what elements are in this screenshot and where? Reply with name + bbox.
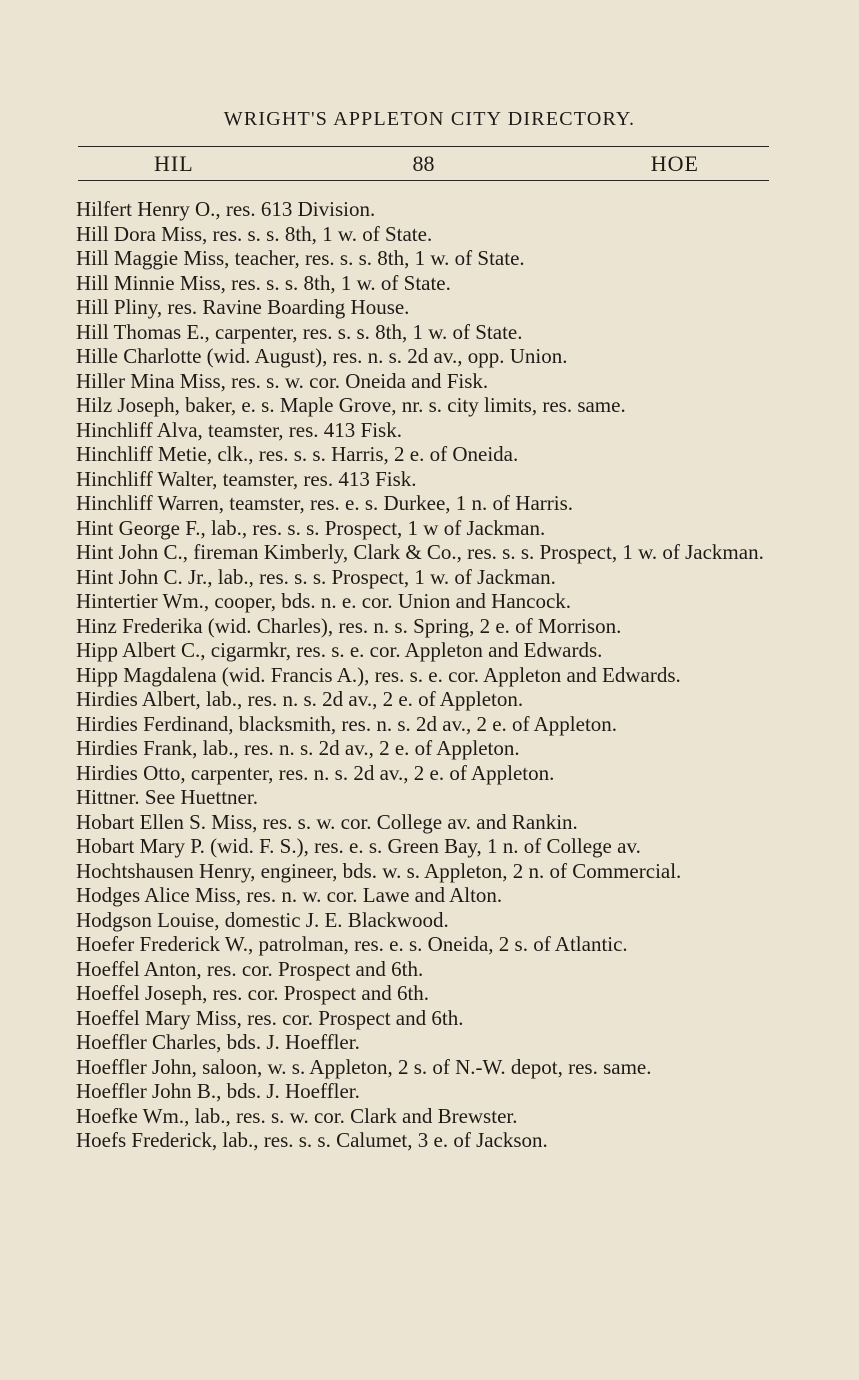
directory-entry: Hoefke Wm., lab., res. s. w. cor. Clark and Brewster. (76, 1103, 518, 1128)
directory-entry: Hoeffel Joseph, res. cor. Prospect and 6th. (76, 981, 430, 1005)
directory-entry: Hirdies Otto, carpenter, res. n. s. 2d av., 2 e. of Appleton. (76, 760, 555, 785)
page-number: 88 (412, 151, 435, 176)
directory-entry: Hirdies Ferdinand, blacksmith, res. n. s. 2d av., 2 e. of Appleton. (76, 711, 618, 736)
directory-entry: Hill Thomas E., carpenter, res. s. s. 8th, 1 w. of State. (76, 319, 523, 344)
header-guide-word-right: HOE (650, 151, 699, 176)
directory-entry: Hochtshausen Henry, engineer, bds. w. s. Appleton, 2 n. of Commercial. (76, 858, 682, 883)
header-rule-bottom (78, 180, 769, 181)
header-guide-word-left: HIL (154, 151, 194, 176)
directory-entry: Hobart Mary P. (wid. F. S.), res. e. s. Green Bay, 1 n. of College av. (76, 834, 641, 858)
directory-entry: Hoeffler John, saloon, w. s. Appleton, 2 s. of N.-W. depot, res. same. (76, 1054, 652, 1079)
directory-entry: Hodgson Louise, domestic J. E. Blackwood. (76, 907, 449, 932)
header-rule-top (78, 146, 769, 147)
directory-entry: Hinchliff Warren, teamster, res. e. s. Durkee, 1 n. of Harris. (76, 491, 574, 515)
directory-entry: Hoeffler John B., bds. J. Hoeffler. (76, 1079, 360, 1103)
directory-entry: Hint John C. Jr., lab., res. s. s. Prospect, 1 w. of Jackman. (76, 564, 556, 589)
directory-entry: Hirdies Albert, lab., res. n. s. 2d av., 2 e. of Appleton. (76, 687, 524, 711)
directory-entry: Hoeffler Charles, bds. J. Hoeffler. (76, 1030, 360, 1054)
directory-entry: Hiller Mina Miss, res. s. w. cor. Oneida and Fisk. (76, 368, 489, 393)
directory-entry: Hilfert Henry O., res. 613 Division. (76, 197, 376, 221)
directory-entry: Hill Pliny, res. Ravine Boarding House. (76, 295, 410, 319)
directory-entry: Hill Dora Miss, res. s. s. 8th, 1 w. of State. (76, 221, 433, 246)
running-head: WRIGHT'S APPLETON CITY DIRECTORY. (223, 108, 636, 130)
directory-entries (76, 197, 770, 1153)
directory-entry: Hoeffel Anton, res. cor. Prospect and 6th. (76, 956, 424, 981)
directory-entry: Hill Minnie Miss, res. s. s. 8th, 1 w. of State. (76, 270, 451, 295)
directory-entry: Hinchliff Alva, teamster, res. 413 Fisk. (76, 417, 402, 442)
directory-entry: Hill Maggie Miss, teacher, res. s. s. 8th, 1 w. of State. (76, 246, 525, 270)
directory-entry: Hipp Magdalena (wid. Francis A.), res. s. e. cor. Appleton and Edwards. (76, 662, 681, 687)
directory-entry: Hittner. See Huettner. (76, 785, 258, 809)
directory-entry: Hinchliff Metie, clk., res. s. s. Harris, 2 e. of Oneida. (76, 442, 519, 466)
directory-entry: Hint George F., lab., res. s. s. Prospect, 1 w of Jackman. (76, 515, 546, 540)
directory-entry: Hodges Alice Miss, res. n. w. cor. Lawe and Alton. (76, 883, 503, 907)
page-header (78, 151, 769, 177)
directory-entry: Hipp Albert C., cigarmkr, res. s. e. cor. Appleton and Edwards. (76, 638, 603, 662)
directory-entry: Hoefer Frederick W., patrolman, res. e. s. Oneida, 2 s. of Atlantic. (76, 932, 628, 956)
directory-entry: Hoeffel Mary Miss, res. cor. Prospect and 6th. (76, 1005, 464, 1030)
directory-entry: Hoefs Frederick, lab., res. s. s. Calumet, 3 e. of Jackson. (76, 1128, 548, 1152)
directory-entry: Hinchliff Walter, teamster, res. 413 Fisk. (76, 466, 417, 491)
directory-entry: Hobart Ellen S. Miss, res. s. w. cor. College av. and Rankin. (76, 809, 578, 834)
directory-entry: Hilz Joseph, baker, e. s. Maple Grove, nr. s. city limits, res. same. (76, 393, 626, 417)
directory-entry: Hinz Frederika (wid. Charles), res. n. s. Spring, 2 e. of Morrison. (76, 613, 622, 638)
directory-entry: Hint John C., fireman Kimberly, Clark & Co., res. s. s. Prospect, 1 w. of Jackman. (76, 540, 764, 564)
directory-entry: Hirdies Frank, lab., res. n. s. 2d av., 2 e. of Appleton. (76, 736, 520, 760)
directory-entry: Hille Charlotte (wid. August), res. n. s. 2d av., opp. Union. (76, 344, 568, 368)
directory-entry: Hintertier Wm., cooper, bds. n. e. cor. Union and Hancock. (76, 589, 572, 613)
